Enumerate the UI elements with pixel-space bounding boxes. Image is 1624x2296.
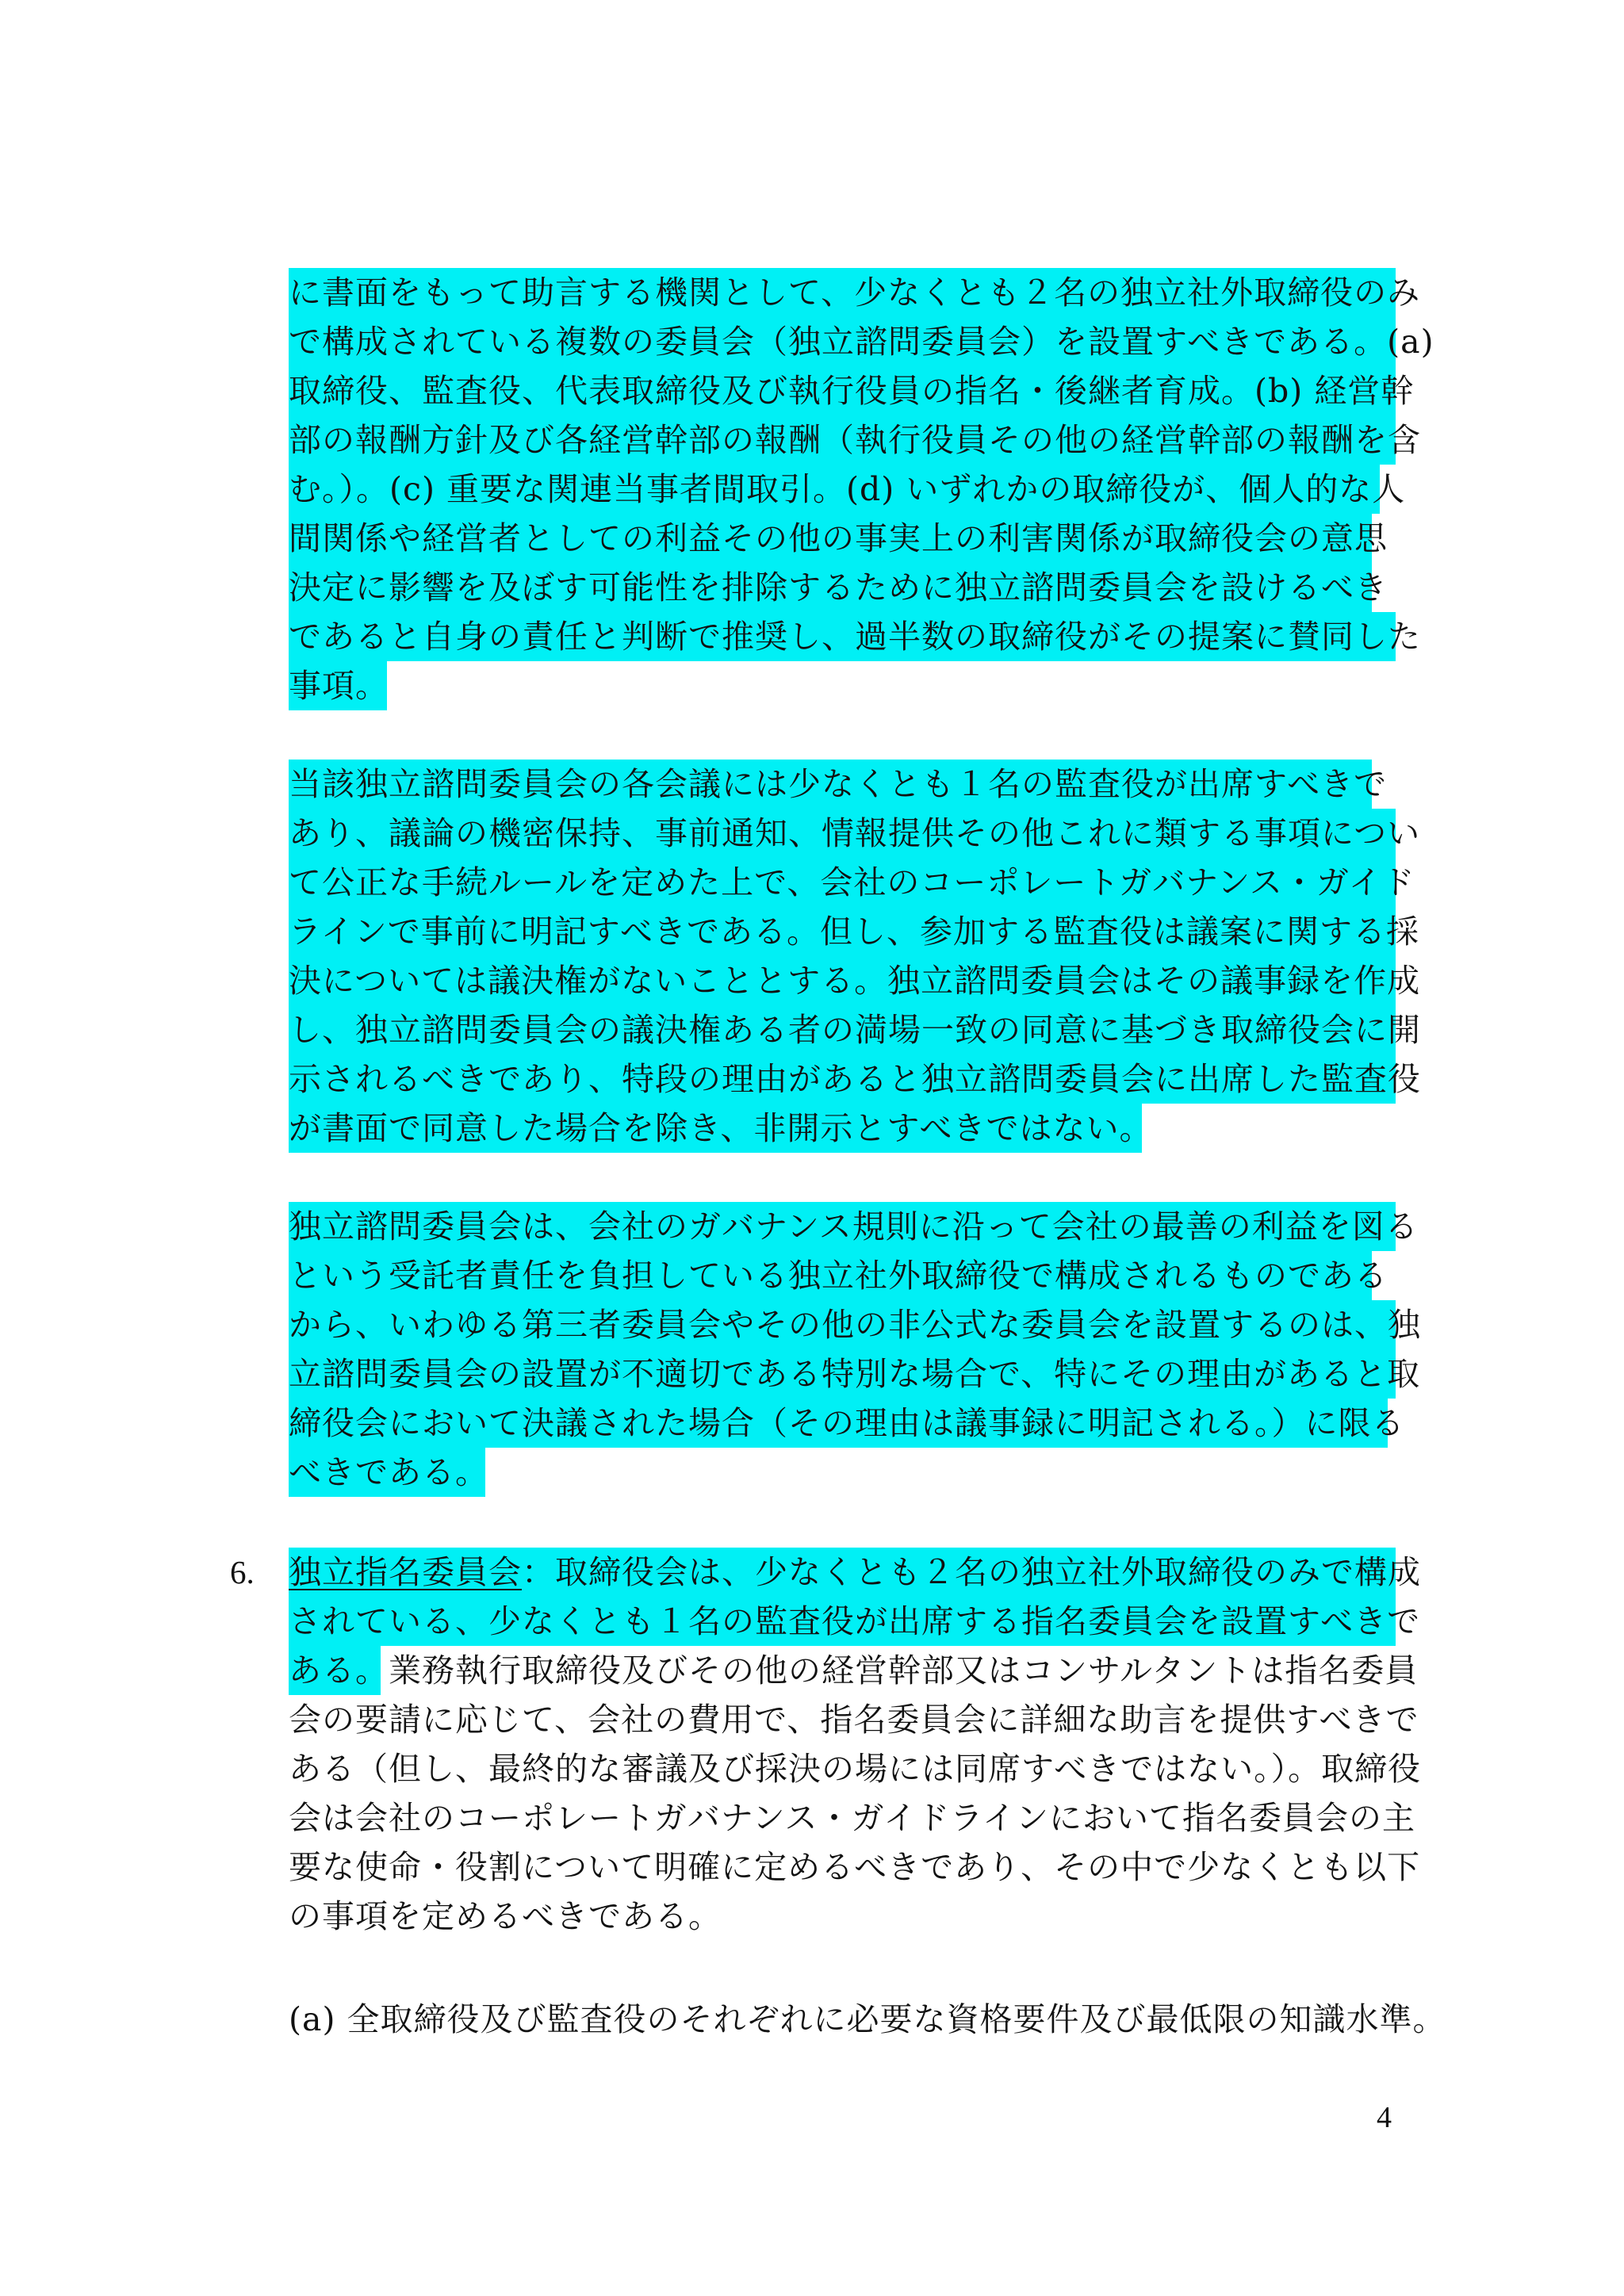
text-line: 間関係や経営者としての利益その他の事実上の利害関係が取締役会の意思 <box>289 514 1396 563</box>
text-line: 示されるべきであり、特段の理由があると独立諮問委員会に出席した監査役 <box>289 1054 1396 1104</box>
text-line: べきである。 <box>289 1448 1396 1497</box>
text-line: 会の要請に応じて、会社の費用で、指名委員会に詳細な助言を提供すべきで <box>289 1701 1419 1739</box>
item-6 <box>289 1548 1422 1941</box>
text-line: む。）。(c) 重要な関連当事者間取引。(d) いずれかの取締役が、個人的な人 <box>289 465 1396 514</box>
text-line: されている、少なくとも１名の監査役が出席する指名委員会を設置すべきで <box>289 1597 1396 1646</box>
text-line: ラインで事前に明記すべきである。但し、参加する監査役は議案に関する採 <box>289 907 1396 956</box>
page-number: 4 <box>1377 2101 1392 2134</box>
text-line: で構成されている複数の委員会（独立諮問委員会）を設置すべきである。(a) <box>289 317 1396 366</box>
text-line: 事項。 <box>289 661 1396 710</box>
text-line: 独立指名委員会：取締役会は、少なくとも２名の独立社外取締役のみで構成 <box>289 1548 1396 1597</box>
text-line: 決については議決権がないこととする。独立諮問委員会はその議事録を作成 <box>289 956 1396 1005</box>
text-line: 会は会社のコーポレートガバナンス・ガイドラインにおいて指名委員会の主 <box>289 1799 1416 1837</box>
text-line: 立諮問委員会の設置が不適切である特別な場合で、特にその理由があると取 <box>289 1349 1396 1399</box>
text-line: に書面をもって助言する機関として、少なくとも２名の独立社外取締役のみ <box>289 268 1396 317</box>
text-line: 要な使命・役割について明確に定めるべきであり、その中で少なくとも以下 <box>289 1848 1421 1886</box>
text-line: 独立諮問委員会は、会社のガバナンス規則に沿って会社の最善の利益を図る <box>289 1202 1396 1251</box>
text-line: 締役会において決議された場合（その理由は議事録に明記される。）に限る <box>289 1399 1396 1448</box>
sub-item-a <box>289 1995 1446 2044</box>
text-line: あり、議論の機密保持、事前通知、情報提供その他これに類する事項につい <box>289 809 1396 858</box>
text-line: から、いわゆる第三者委員会やその他の非公式な委員会を設置するのは、独 <box>289 1300 1396 1349</box>
text-line: ある（但し、最終的な審議及び採決の場には同席すべきではない。）。取締役 <box>289 1750 1422 1788</box>
text-line: し、独立諮問委員会の議決権ある者の満場一致の同意に基づき取締役会に開 <box>289 1005 1396 1054</box>
text-line: が書面で同意した場合を除き、非開示とすべきではない。 <box>289 1104 1396 1153</box>
text-line: 決定に影響を及ぼす可能性を排除するために独立諮問委員会を設けるべき <box>289 563 1396 612</box>
paragraph-1 <box>289 268 1434 710</box>
text-line: 部の報酬方針及び各経営幹部の報酬（執行役員その他の経営幹部の報酬を含 <box>289 415 1396 465</box>
text-line: の事項を定めるべきである。 <box>289 1897 722 1935</box>
text-line: ある。業務執行取締役及びその他の経営幹部又はコンサルタントは指名委員 <box>289 1646 1396 1695</box>
item-heading: 独立指名委員会 <box>289 1553 522 1591</box>
text-line: 取締役、監査役、代表取締役及び執行役員の指名・後継者育成。(b) 経営幹 <box>289 366 1396 415</box>
paragraph-2 <box>289 760 1421 1153</box>
text-line: て公正な手続ルールを定めた上で、会社のコーポレートガバナンス・ガイド <box>289 858 1396 907</box>
text-line: という受託者責任を負担している独立社外取締役で構成されるものである <box>289 1251 1396 1300</box>
item-number: 6. <box>230 1554 255 1590</box>
paragraph-3 <box>289 1202 1421 1497</box>
text-line: (a) 全取締役及び監査役のそれぞれに必要な資格要件及び最低限の知識水準。 <box>289 2000 1446 2038</box>
text-line: 当該独立諮問委員会の各会議には少なくとも１名の監査役が出席すべきで <box>289 760 1396 809</box>
text-line: であると自身の責任と判断で推奨し、過半数の取締役がその提案に賛同した <box>289 612 1396 661</box>
